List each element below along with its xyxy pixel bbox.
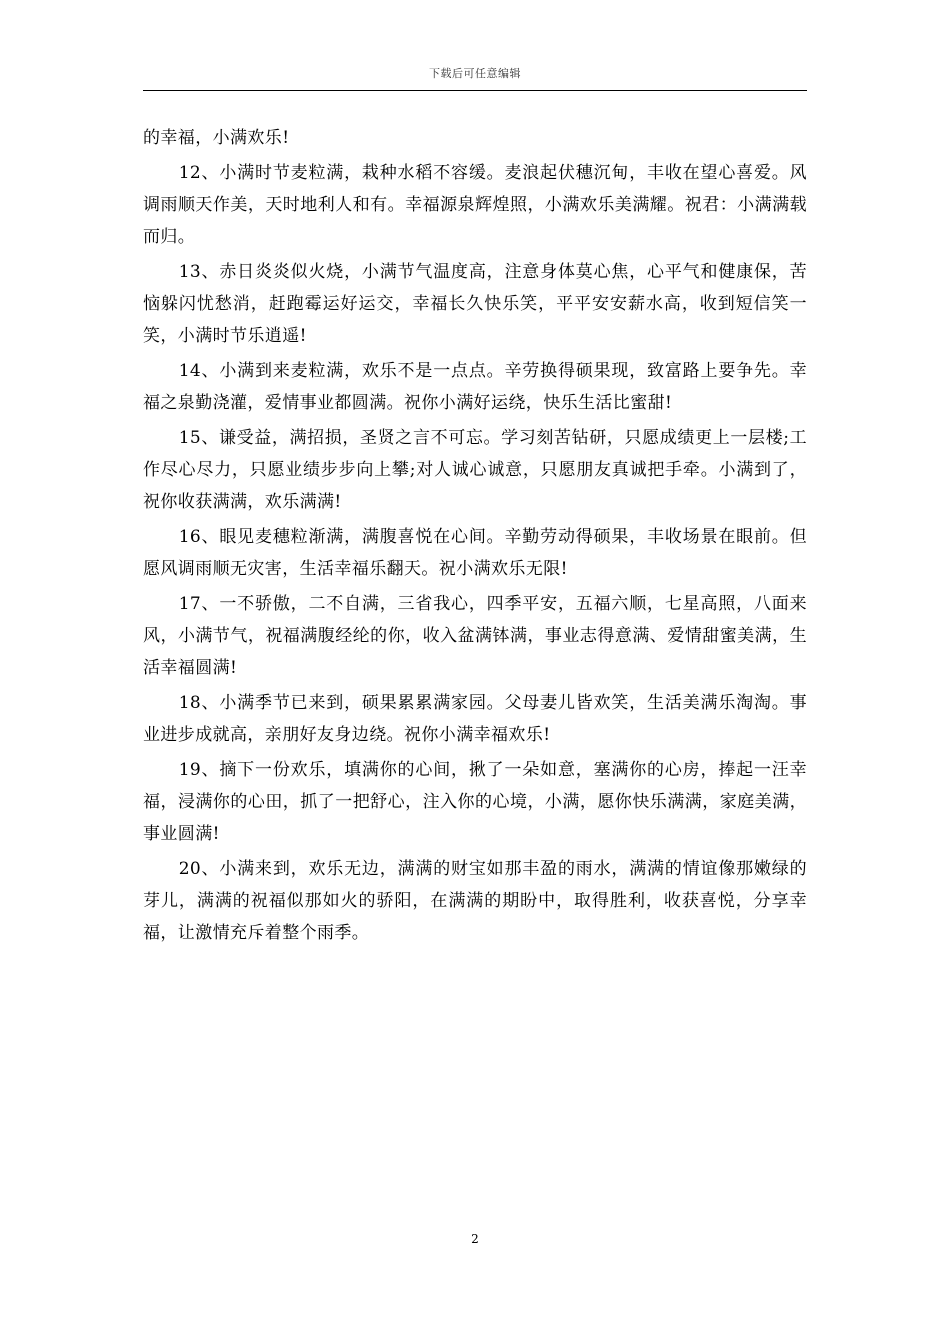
paragraph-continued: 的幸福，小满欢乐! — [143, 128, 290, 148]
paragraph-12: 12、小满时节麦粒满，栽种水稻不容缓。麦浪起伏穗沉甸，丰收在望心喜爱。风调雨顺天作美，天时地利人和有。幸福源泉辉煌照，小满欢乐美满耀。祝君：小满满载而归。 — [143, 163, 807, 247]
page-header: 下载后可任意编辑 — [429, 67, 521, 80]
page-number: 2 — [471, 1232, 479, 1246]
paragraph-17: 17、一不骄傲，二不自满，三省我心，四季平安，五福六顺，七星高照，八面来风，小满节气，祝福满腹经纶的你，收入盆满钵满，事业志得意满、爱情甜蜜美满，生活幸福圆满! — [143, 594, 807, 678]
paragraph-15: 15、谦受益，满招损，圣贤之言不可忘。学习刻苦钻研，只愿成绩更上一层楼;工作尽心尽力，只愿业绩步步向上攀;对人诚心诚意，只愿朋友真诚把手牵。小满到了，祝你收获满满，欢乐满满! — [143, 428, 807, 512]
paragraph-20: 20、小满来到，欢乐无边，满满的财宝如那丰盈的雨水，满满的情谊像那嫩绿的芽儿，满满的祝福似那如火的骄阳，在满满的期盼中，取得胜利，收获喜悦，分享幸福，让激情充斥着整个雨季。 — [143, 859, 807, 943]
paragraph-19: 19、摘下一份欢乐，填满你的心间，揪了一朵如意，塞满你的心房，捧起一汪幸福，浸满你的心田，抓了一把舒心，注入你的心境，小满，愿你快乐满满，家庭美满，事业圆满! — [143, 760, 807, 844]
paragraph-13: 13、赤日炎炎似火烧，小满节气温度高，注意身体莫心焦，心平气和健康保，苦恼躲闪忧愁消，赶跑霉运好运交，幸福长久快乐笑，平平安安薪水高，收到短信笑一笑，小满时节乐逍遥! — [143, 262, 807, 346]
paragraph-14: 14、小满到来麦粒满，欢乐不是一点点。辛劳换得硕果现，致富路上要争先。幸福之泉勤浇灌，爱情事业都圆满。祝你小满好运绕，快乐生活比蜜甜! — [143, 361, 807, 413]
header-divider — [143, 90, 807, 91]
paragraph-16: 16、眼见麦穗粒渐满，满腹喜悦在心间。辛勤劳动得硕果，丰收场景在眼前。但愿风调雨顺无灾害，生活幸福乐翻天。祝小满欢乐无限! — [143, 527, 807, 579]
paragraph-18: 18、小满季节已来到，硕果累累满家园。父母妻儿皆欢笑，生活美满乐淘淘。事业进步成就高，亲朋好友身边绕。祝你小满幸福欢乐! — [143, 693, 807, 745]
document-body — [143, 122, 807, 952]
